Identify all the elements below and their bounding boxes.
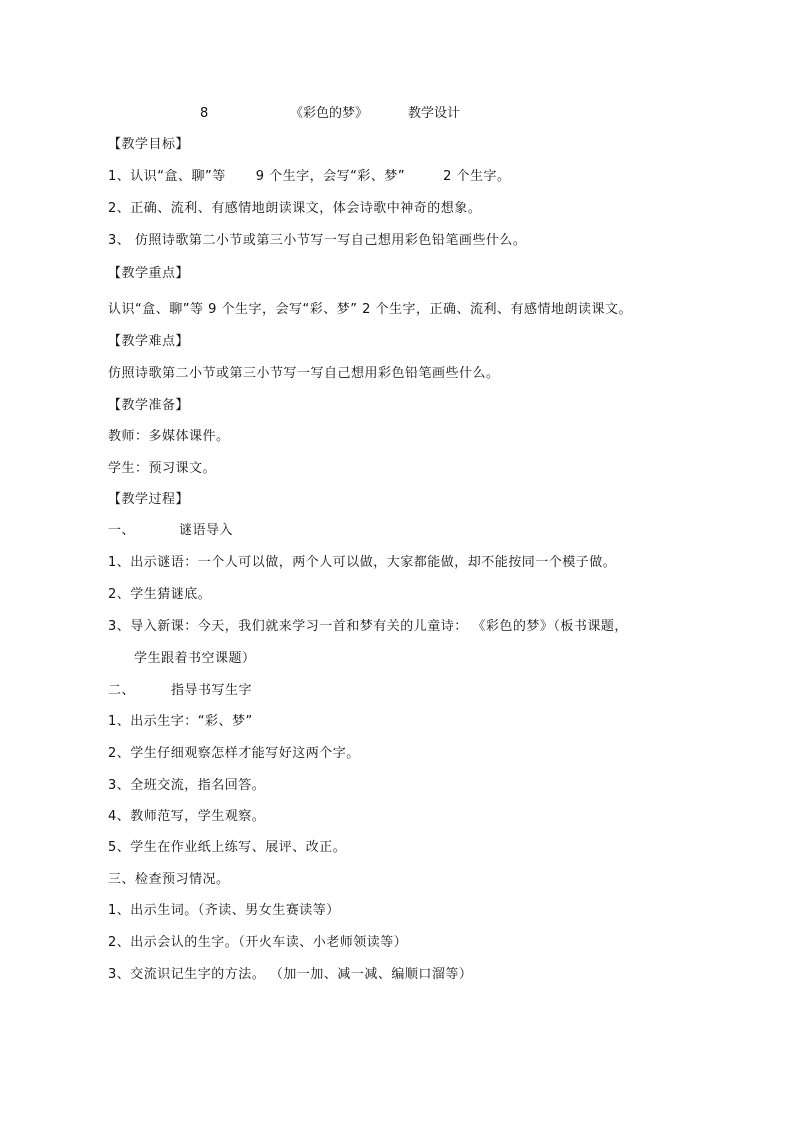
process-heading: 【教学过程】 [108, 492, 190, 507]
section-3-title: 三、检查预习情况。 [108, 872, 230, 887]
section-2-item-1: 1、出示生字：“彩、梦” [108, 714, 253, 729]
section-3-item-1: 1、出示生词。（齐读、男女生赛读等） [108, 903, 340, 918]
section-3-item-3: 3、交流识记生字的方法。 （加一加、减一减、编顺口溜等） [108, 967, 473, 982]
section-1-item-3-continuation: 学生跟着书空课题） [134, 651, 256, 666]
goal-item-1-part-b: 9 个生字，会写“彩、梦” [255, 169, 406, 184]
title-suffix: 教学设计 [408, 106, 461, 121]
difficulties-text: 仿照诗歌第二小节或第三小节写一写自己想用彩色铅笔画些什么。 [108, 366, 500, 381]
preparation-teacher: 教师：多媒体课件。 [108, 429, 230, 444]
lesson-number: 8 [200, 106, 209, 121]
section-2-item-3: 3、全班交流，指名回答。 [108, 778, 266, 793]
section-1-item-3: 3、导入新课：今天，我们就来学习一首和梦有关的儿童诗： 《彩色的梦》（板书课题， [108, 619, 628, 634]
section-2-header [108, 683, 252, 699]
section-2-item-5: 5、学生在作业纸上练写、展评、改正。 [108, 840, 347, 855]
goal-item-1-part-a: 1、认识“盒、聊”等 [108, 169, 226, 184]
section-1-item-1: 1、出示谜语：一个人可以做，两个人可以做，大家都能做，却不能按同一个模子做。 [108, 555, 617, 570]
section-2-title: 指导书写生字 [171, 683, 253, 698]
section-2-item-2: 2、学生仔细观察怎样才能写好这两个字。 [108, 746, 360, 761]
goal-item-3: 3、 仿照诗歌第二小节或第三小节写一写自己想用彩色铅笔画些什么。 [108, 233, 527, 248]
preparation-student: 学生：预习课文。 [108, 461, 217, 476]
preparation-heading: 【教学准备】 [108, 398, 190, 413]
goals-heading: 【教学目标】 [108, 137, 190, 152]
goal-item-2: 2、正确、流利、有感情地朗读课文，体会诗歌中神奇的想象。 [108, 201, 482, 216]
section-3-item-2: 2、出示会认的生字。（开火车读、小老师领读等） [108, 935, 408, 950]
key-points-text: 认识“盒、聊”等 9 个生字，会写“彩、梦” 2 个生字，正确、流利、有感情地朗读课文。 [108, 302, 633, 317]
difficulties-heading: 【教学难点】 [108, 334, 190, 349]
goal-item-1-part-c: 2 个生字。 [443, 169, 511, 184]
section-1-item-2: 2、学生猜谜底。 [108, 587, 212, 602]
lesson-title: 《彩色的梦》 [290, 106, 369, 121]
section-2-number: 二、 [108, 683, 136, 698]
section-1-number: 一、 [108, 523, 136, 538]
section-1-title: 谜语导入 [179, 523, 234, 538]
goal-item-1 [108, 169, 511, 185]
section-2-item-4: 4、教师范写，学生观察。 [108, 809, 266, 824]
section-1-header [108, 523, 233, 539]
key-points-heading: 【教学重点】 [108, 266, 190, 281]
